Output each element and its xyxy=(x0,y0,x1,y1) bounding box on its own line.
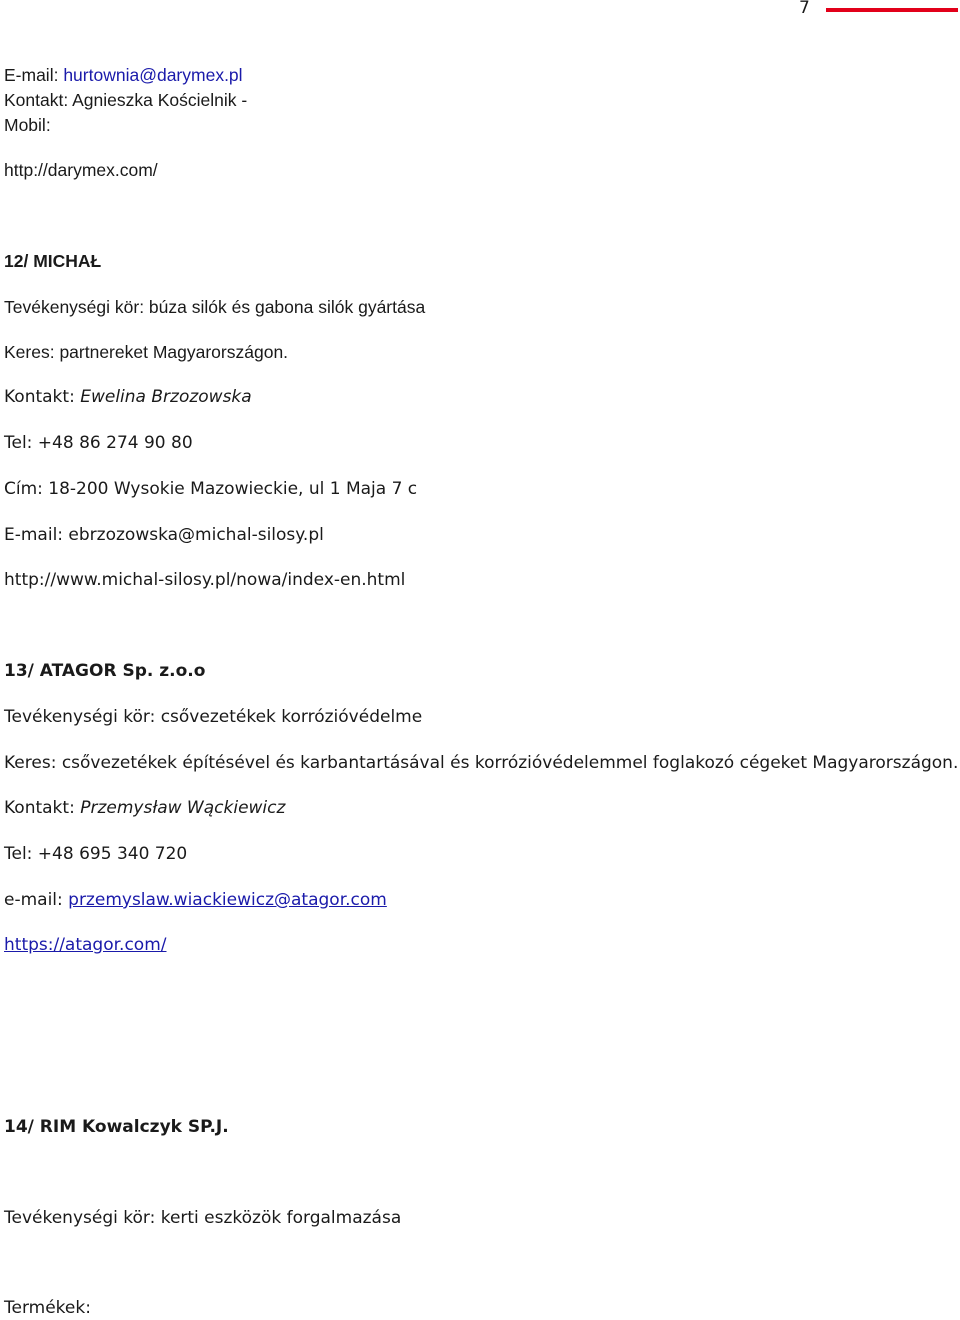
top-contact-line: Kontakt: Agnieszka Kościelnik - xyxy=(4,90,248,110)
contact-name: Przemysław Wąckiewicz xyxy=(80,798,286,818)
page-number: 7 xyxy=(799,0,810,18)
section-12-activity: Tevékenységi kör: búza silók és gabona silók gyártása xyxy=(4,297,426,317)
section-14-heading: 14/ RIM Kowalczyk SP.J. xyxy=(4,1117,229,1137)
email-link-atagor[interactable]: przemyslaw.wiackiewicz@atagor.com xyxy=(68,890,387,910)
section-13-heading: 13/ ATAGOR Sp. z.o.o xyxy=(4,661,206,681)
email-label: E-mail: xyxy=(4,65,59,85)
section-12-heading: 12/ MICHAŁ xyxy=(4,251,102,271)
section-12-tel: Tel: +48 86 274 90 80 xyxy=(4,433,193,453)
header-accent-rule xyxy=(826,8,958,12)
contact-name: Ewelina Brzozowska xyxy=(80,387,252,407)
section-12-search: Keres: partnereket Magyarországon. xyxy=(4,342,289,362)
contact-label: Kontakt: xyxy=(4,798,75,818)
website-link-atagor[interactable]: https://atagor.com/ xyxy=(4,935,167,955)
section-13-search: Keres: csővezetékek építésével és karbantartásával és korrózióvédelemmel foglakozó cégeket Magyarországon. xyxy=(4,753,959,773)
section-12-email: E-mail: ebrzozowska@michal-silosy.pl xyxy=(4,525,324,545)
top-email-line xyxy=(4,67,243,85)
section-12-address: Cím: 18-200 Wysokie Mazowieckie, ul 1 Maja 7 c xyxy=(4,479,418,499)
email-label: e-mail: xyxy=(4,890,63,910)
section-12-website: http://www.michal-silosy.pl/nowa/index-en.html xyxy=(4,570,406,590)
section-14-activity: Tevékenységi kör: kerti eszközök forgalmazása xyxy=(4,1208,402,1228)
section-13-email xyxy=(4,892,387,909)
section-14-products: Termékek: xyxy=(4,1298,91,1318)
section-13-contact xyxy=(4,800,285,817)
section-13-tel: Tel: +48 695 340 720 xyxy=(4,844,188,864)
contact-label: Kontakt: xyxy=(4,387,75,407)
top-website-line: http://darymex.com/ xyxy=(4,160,158,180)
section-13-website xyxy=(4,937,167,954)
top-mobile-line: Mobil: xyxy=(4,115,51,135)
section-12-contact xyxy=(4,389,252,406)
section-13-activity: Tevékenységi kör: csővezetékek korrózióvédelme xyxy=(4,707,423,727)
email-link-darymex[interactable]: hurtownia@darymex.pl xyxy=(63,65,243,85)
